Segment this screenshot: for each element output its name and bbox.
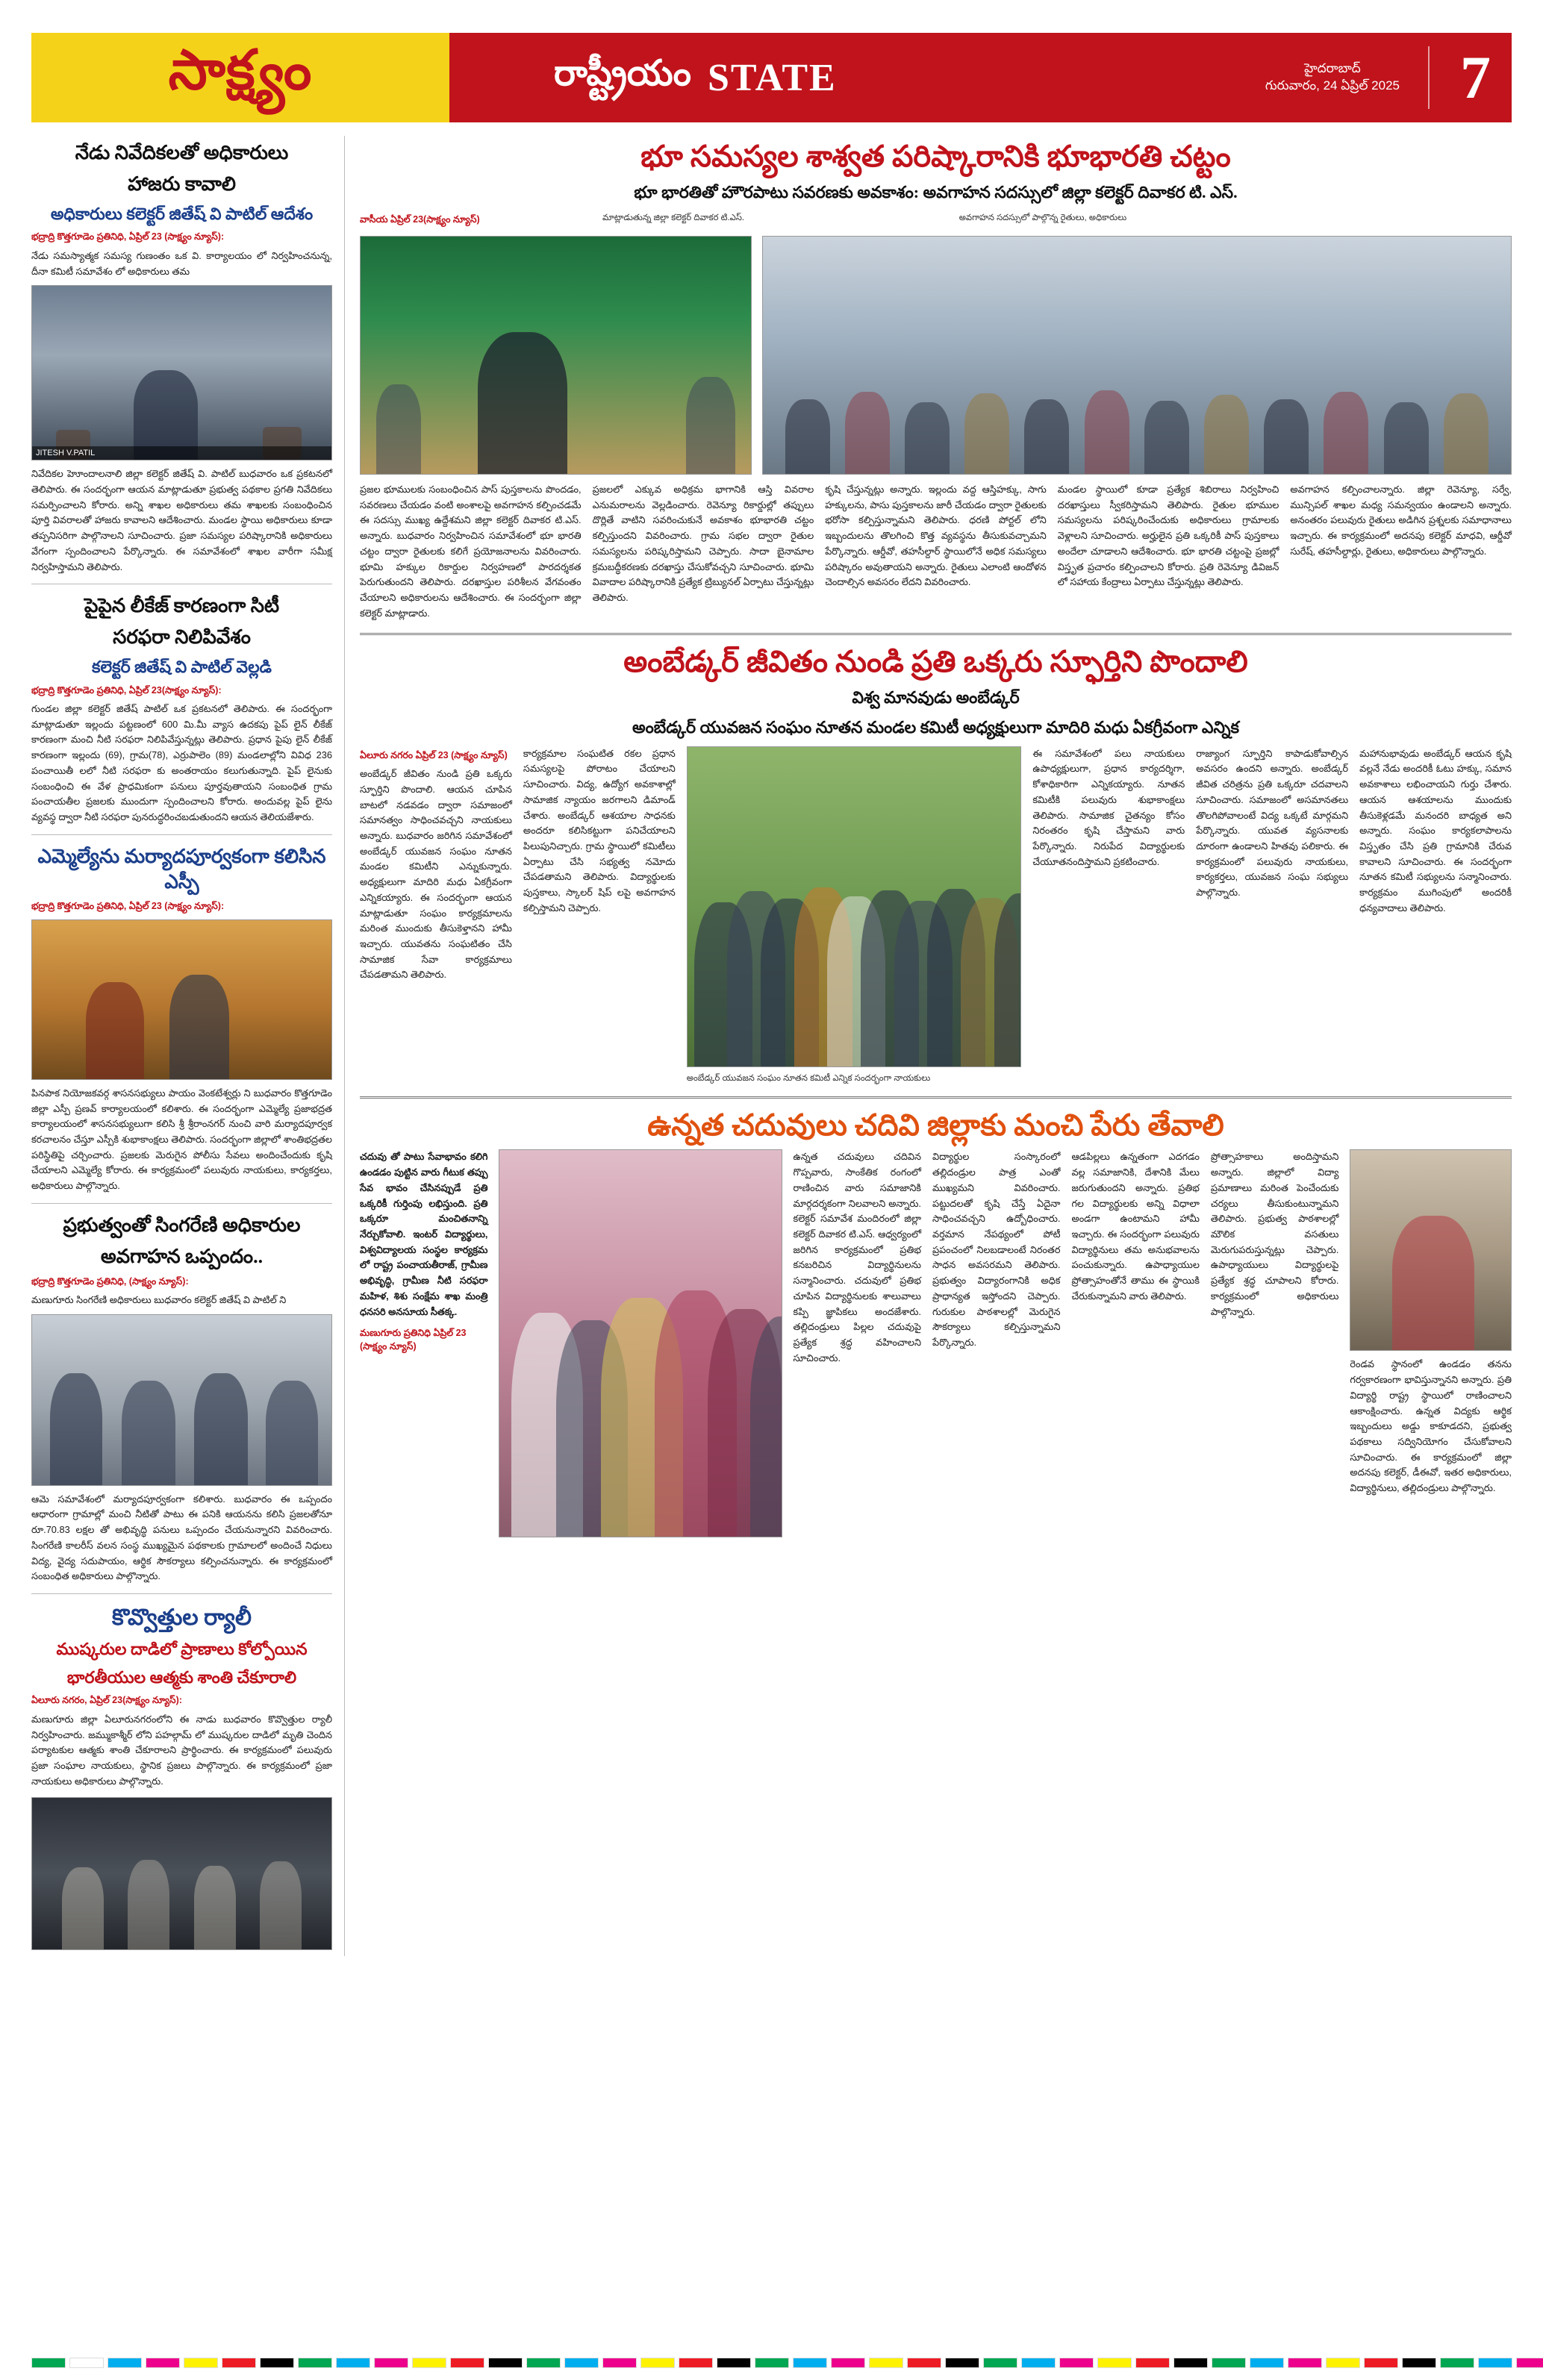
- color-swatch: [1364, 2358, 1398, 2368]
- color-swatch: [526, 2358, 561, 2368]
- article-photo: [31, 919, 332, 1080]
- color-swatch: [488, 2358, 523, 2368]
- article-body: నివేదికల హెూందాలనాలి జిల్లా కలెక్టర్ జితేష్ వి. పాటిల్ బుధవారం ఒక ప్రకటనలో తెలిపారు. ఈ సందర్భంగా ఆయన మాట్లాడుతూ ప్రభుత్వ పథకాల ప్రగతి నివేదికలు సమర్పించాలని కోరారు. అన్ని శాఖల అధికారులు తమ శాఖలకు సంబంధించిన పూర్తి వివరాలతో హాజరు కావాలని ఆదేశించారు. మండల స్థాయి అధికారులు కూడా తప్పనిసరిగా పాల్గొనాలని సూచించారు. ప్రజా సమస్యల పరిష్కారానికి అధికారులు వేగంగా స్పందించాలని పేర్కొన్నారు. ఈ సమావేశంలో శాఖల వారీగా సమీక్ష నిర్వహిస్తామని తెలిపారు.: [31, 468, 332, 572]
- color-swatch: [679, 2358, 713, 2368]
- article-column: కృషి చేస్తున్నట్లు అన్నారు. ఇల్లందు వద్ద ఆస్తిహక్కు, సాగు హక్కులను, పాసు పుస్తకాలను జారీ చేయడం ద్వారా రైతులకు భరోసా కల్పిస్తున్నామని తెలిపారు. ధరణి పోర్టల్ లోని ఇబ్బందులను తొలగించి కొత్త వ్యవస్థను తీసుకువచ్చామని పేర్కొన్నారు. ఆర్డీవో, తహసీల్దార్ స్థాయిలోనే అధిక సమస్యలు పరిష్కారం అవుతాయని అన్నారు. రైతులు ఎలాంటి ఆందోళన చెందాల్సిన అవసరం లేదని వివరించారు.: [825, 483, 1047, 588]
- byline: భద్రాద్రి కొత్తగూడెం ప్రతినిధి, (సాక్ష్యం న్యూస్):: [31, 1275, 189, 1287]
- color-swatch: [907, 2358, 941, 2368]
- color-swatch: [564, 2358, 599, 2368]
- article-photo-audience: [762, 236, 1512, 475]
- color-swatch: [831, 2358, 865, 2368]
- edition-city: హైదరాబాద్: [1304, 61, 1361, 76]
- byline: ఏలూరు నగరం, ఏప్రిల్ 23(సాక్ష్యం న్యూస్):: [31, 1695, 182, 1706]
- color-swatch: [1326, 2358, 1360, 2368]
- byline: ఏలూరు నగరం ఏప్రిల్ 23 (సాక్ష్యం న్యూస్): [360, 749, 508, 760]
- color-swatch: [374, 2358, 408, 2368]
- article-photo-committee: [687, 746, 1022, 1067]
- article-body: మణుగూరు జిల్లా ఏలూరునగరంలోని ఈ నాడు బుధవారం కొవ్వొత్తుల ర్యాలీ నిర్వహించారు. జమ్ముకాశ్మీర్ లోని పహల్గామ్ లో ముష్కరుల దాడిలో మృతి చెందిన పర్యాటకుల ఆత్మకు శాంతి చేకూరాలని ప్రార్థించారు. ఈ కార్యక్రమంలో పలువురు ప్రజా సంఘాల నాయకులు, స్థానిక ప్రజలు పాల్గొన్నారు. ఈ కార్యక్రమంలో ప్రజా నాయకులు అధికారులు పాల్గొన్నారు.: [31, 1713, 332, 1787]
- subheadline: అధికారులు కలెక్టర్ జితేష్ వి పాటిల్ ఆదేశం: [50, 204, 314, 223]
- article-photo-collector: [360, 236, 752, 475]
- article-column: ప్రజల భూములకు సంబంధించిన పాస్ పుస్తకాలను పొందడం, సవరణలు చేయడం వంటి అంశాలపై అవగాహన కల్పించడమే ఈ సదస్సు ముఖ్య ఉద్దేశమని జిల్లా కలెక్టర్ దివాకర టి.ఎస్. అన్నారు. బుధవారం నిర్వహించిన సమావేశంలో భూ భారతి చట్టం ద్వారా రైతులకు కలిగే ప్రయోజనాలను వివరించారు. భూమి హక్కుల రికార్డుల నిర్వహణలో పారదర్శకత పెరుగుతుందని తెలిపారు. దరఖాస్తుల పరిశీలన వేగవంతం చేయాలని అధికారులను ఆదేశించారు. ఈ సందర్భంగా జిల్లా కలెక్టర్ మాట్లాడారు.: [360, 483, 582, 619]
- left-column: [31, 136, 345, 1956]
- byline: భద్రాద్రి కొత్తగూడెం ప్రతినిధి, ఏప్రిల్ 23(సాక్ష్యం న్యూస్):: [31, 684, 222, 696]
- color-swatch: [1212, 2358, 1246, 2368]
- color-swatch: [869, 2358, 903, 2368]
- color-swatch: [31, 2358, 66, 2368]
- article-photo-speaker: [1350, 1149, 1512, 1351]
- article-pipeline-leak: [31, 593, 332, 825]
- color-swatch: [336, 2358, 370, 2368]
- section-name-english: STATE: [707, 56, 837, 99]
- headline-line2: హాజరు కావాలి: [128, 172, 236, 195]
- color-swatch: [755, 2358, 789, 2368]
- article-column: ఆడపిల్లలు ఉన్నతంగా ఎదగడం వల్ల సమాజానికి, దేశానికి మేలు జరుగుతుందని అన్నారు. ప్రతిభ గల విద్యార్థులకు అన్ని విధాలా అండగా ఉంటామని హామీ ఇచ్చారు. ఈ సందర్భంగా పలువురు విద్యార్థినులు తమ అనుభవాలను పంచుకున్నారు. ఉపాధ్యాయుల ప్రోత్సాహంతోనే తాము ఈ స్థాయికి చేరుకున్నామని వారు తెలిపారు.: [1071, 1151, 1200, 1302]
- headline-line2: సరఫరా నిలిపివేశం: [113, 626, 251, 649]
- headline: కొవ్వొత్తుల ర్యాలీ: [112, 1605, 252, 1631]
- color-swatch: [222, 2358, 256, 2368]
- article-body: గుండల జిల్లా కలెక్టర్ జితేష్ పాటిల్ ఒక ప్రకటనలో తెలిపారు. ఈ సందర్భంగా మాట్లాడుతూ ఇల్లందు పట్టణంలో 600 మి.మీ వ్యాస ఉదకపు పైప్ లైన్ లీకేజ్ కారణంగా మంచి నీటి సరఫరా నిలిపివేస్తున్నట్లు తెలిపారు. ప్రధాన పైపు లైన్ లీకేజ్ కారణంగా ఇల్లందు (69), గ్రామ(78), ఎర్రుపాలెం (89) మండలాల్లోని వివిధ 236 పంచాయితీ లలో నీటి సరఫరా కు అంతరాయం కలుగుతున్నాది. పైప్ లైనుకు సంబంధించి ఈ వేళ ప్రాధమికంగా పనులు పూర్తవుతాయని సంబంధిత గ్రామ పంచాయతీల ప్రజలకు ముందుగా స్పందించాలని కోరారు. అందువల్ల పైప్ లైను వ్యవస్థ ద్వారా నీటి సరఫరా పునరుద్ధరించబడుతుందని ఆయన తెలియజేశారు.: [31, 703, 332, 823]
- lead-paragraph: నేడు సమస్యాత్మక సమస్య గుణంతం ఒక వి. కార్యాలయం లో నిర్వహించనున్న, దీనా కమిటీ సమావేశం లో అధికారులు తమ: [31, 249, 332, 277]
- article-text-columns: [360, 482, 1512, 621]
- edition-meta: [1265, 60, 1400, 95]
- masthead-divider: [1428, 46, 1430, 109]
- byline: భద్రాద్రి కొత్తగూడెం ప్రతినిధి, ఏప్రిల్ 23 (సాక్ష్యం న్యూస్):: [31, 901, 225, 912]
- divider: [31, 1203, 332, 1204]
- color-swatch: [412, 2358, 446, 2368]
- section-subheadline-1: విశ్వ మానవుడు అంబేడ్కర్: [852, 688, 1020, 708]
- article-column: ఉన్నత చదువులు చదివిన గొప్పవారు, సాంకేతిక రంగంలో రాణించిన వారు సమాజానికి మార్గదర్శకంగా నిలవాలని అన్నారు. కలెక్టర్ సమావేశ మందిరంలో జిల్లా కలెక్టర్ దివాకర టి.ఎస్. ఆధ్వర్యంలో జరిగిన కార్యక్రమంలో ప్రతిభ కనబరిచిన విద్యార్థినులను సన్మానించారు. చదువులో ప్రతిభ చూపిన విద్యార్థినులకు శాలువాలు కప్పి జ్ఞాపికలు అందజేశారు. తల్లిదండ్రులు పిల్లల చదువుపై ప్రత్యేక శ్రద్ధ వహించాలని సూచించారు.: [793, 1151, 921, 1364]
- subheadline-line1: ముష్కరుల దాడిలో ప్రాణాలు కోల్పోయిన: [56, 1640, 308, 1659]
- headline-line2: అవగాహన ఒప్పందం..: [100, 1245, 264, 1267]
- color-swatch: [1135, 2358, 1170, 2368]
- article-photo-felicitation: [499, 1149, 782, 1537]
- article-column: ఈ సమావేశంలో పలు నాయకులు ఉపాధ్యక్షులుగా, ప్రధాన కార్యదర్శిగా, కోశాధికారిగా ఎన్నికయ్యారు. నూతన కమిటీకి పలువురు శుభాకాంక్షలు తెలిపారు. సామాజిక చైతన్యం కోసం నిరంతరం కృషి చేస్తామని వారు పేర్కొన్నారు. నిరుపేద విద్యార్థులకు చేయూతనందిస్తామని ప్రకటించారు.: [1032, 747, 1185, 867]
- masthead-section-panel: [449, 33, 1512, 122]
- color-swatch: [146, 2358, 180, 2368]
- print-color-bar: [31, 2358, 1543, 2368]
- headline: ప్రభుత్వంతో సింగరేణి అధికారుల: [63, 1214, 301, 1236]
- section-headline: భూ సమస్యల శాశ్వత పరిష్కారానికి భూభారతి చట్టం: [640, 140, 1231, 173]
- color-swatch: [1478, 2358, 1512, 2368]
- publication-title: సాక్ష్యం: [168, 40, 313, 101]
- standfirst: చదువు తో పాటు సేవాభావం కలిగి ఉండడం పుట్టిన వారు గీటుక తప్పు సేవ భావం చేసినప్పుడే ప్రతి ఒక్కరికీ గుర్తింపు లభిస్తుంది. ప్రతి ఒక్కరూ మంచితనాన్ని నేర్చుకోవాలి. ఇంటర్ విద్యార్థులు, విశ్వవిద్యాలయ సంస్థల కార్యక్రమ లో రాష్ట్ర పంచాయతీరాజ్, గ్రామీణ అభివృద్ధి, గ్రామీణ నీటి సరఫరా మహిళ, శిశు సంక్షేమ శాఖ మంత్రి ధనసరి అనసూయ సీతక్క.: [360, 1151, 488, 1317]
- color-swatch: [1402, 2358, 1436, 2368]
- color-swatch: [717, 2358, 751, 2368]
- article-column: మహానుభావుడు అంబేడ్కర్ ఆయన కృషి వల్లనే నేడు అందరికీ ఓటు హక్కు, సమాన అవకాశాలు లభించాయని గుర్తు చేశారు. ఆయన ఆశయాలను ముందుకు తీసుకెళ్లడమే మనందరి బాధ్యత అని అన్నారు. సంఘం కార్యకలాపాలను విస్తృతం చేసి ప్రతి గ్రామానికి చేరువ కావాలని సూచించారు. ఈ సందర్భంగా నూతన కమిటీ సభ్యులను సన్మానించారు. కార్యక్రమం ముగింపులో అందరికీ ధన్యవాదాలు తెలిపారు.: [1359, 747, 1512, 913]
- edition-date: గురువారం, 24 ఏప్రిల్ 2025: [1265, 78, 1400, 93]
- lead-paragraph: మణుగూరు సింగరేణి అధికారులు బుధవారం కలెక్టర్ జితేష్ వి పాటిల్ ని: [31, 1294, 287, 1305]
- article-column: అవగాహన కల్పించాలన్నారు. జిల్లా రెవెన్యూ, సర్వే, మున్సిపల్ శాఖల మధ్య సమన్వయం ఉండాలని అన్నారు. అనంతరం పలువురు రైతులు అడిగిన ప్రశ్నలకు సమాధానాలు ఇచ్చారు. ఈ కార్యక్రమంలో అదనపు కలెక్టర్ మాధవి, ఆర్డీవో సురేష్, తహసీల్దార్లు, రైతులు, అధికారులు పాల్గొన్నారు.: [1290, 483, 1512, 557]
- article-column: విద్యార్థుల సంస్కారంలో తల్లిదండ్రుల పాత్ర ఎంతో ముఖ్యమని వివరించారు. పట్టుదలతో కృషి చేస్తే ఏదైనా సాధించవచ్చని ఉద్బోధించారు. వర్తమాన నేపథ్యంలో పోటీ ప్రపంచంలో నిలబడాలంటే నిరంతర సాధన అవసరమని తెలిపారు. ప్రభుత్వం విద్యారంగానికి అధిక ప్రాధాన్యత ఇస్తోందని చెప్పారు. గురుకుల పాఠశాలల్లో మెరుగైన సౌకర్యాలు కల్పిస్తున్నామని పేర్కొన్నారు.: [932, 1151, 1061, 1348]
- section-name-telugu: రాష్ట్రీయం: [554, 53, 691, 93]
- color-swatch: [184, 2358, 218, 2368]
- color-swatch: [1250, 2358, 1284, 2368]
- article-column: ప్రోత్సాహకాలు అందిస్తామని అన్నారు. జిల్లాలో విద్యా ప్రమాణాలు మరింత పెంచేందుకు చర్యలు తీసుకుంటున్నామని తెలిపారు. ప్రభుత్వ పాఠశాలల్లో మౌలిక వసతులు మెరుగుపరుస్తున్నట్లు చెప్పారు. ఉపాధ్యాయులు విద్యార్థులపై ప్రత్యేక శ్రద్ధ చూపాలని కోరారు. కార్యక్రమంలో అధికారులు పాల్గొన్నారు.: [1210, 1151, 1339, 1317]
- color-swatch: [793, 2358, 827, 2368]
- article-photo: [31, 285, 332, 460]
- color-swatch: [69, 2358, 104, 2368]
- section-subheadline-2: అంబేడ్కర్ యువజన సంఘం నూతన మండల కమిటీ అధ్యక్షులుగా మాదిరి మధు ఏకగ్రీవంగా ఎన్నిక: [632, 717, 1239, 737]
- article-column: కార్యక్రమాల సంఘటిత రకల ప్రధాన సమస్యలపై పోరాటం చేయాలని సూచించారు. విద్య, ఉద్యోగ అవకాశాల్లో సామాజిక న్యాయం జరగాలని డిమాండ్ చేశారు. అంబేడ్కర్ ఆశయాల సాధనకు అందరూ కలిసికట్టుగా పనిచేయాలని పిలుపునిచ్చారు. గ్రామ స్థాయిలో కమిటీలు ఏర్పాటు చేసి సభ్యత్వ నమోదు చేపడతామని తెలిపారు. విద్యార్థులకు పుస్తకాలు, స్కాలర్ షిప్ లపై అవగాహన కల్పిస్తామని చెప్పారు.: [523, 747, 676, 913]
- article-photo: [31, 1314, 332, 1486]
- masthead: [31, 33, 1512, 122]
- color-swatch: [983, 2358, 1017, 2368]
- article-officials-report: [31, 140, 332, 575]
- byline: మణుగూరు ప్రతినిధి ఏప్రిల్ 23 (సాక్ష్యం న్యూస్): [360, 1328, 467, 1352]
- color-swatch: [1059, 2358, 1094, 2368]
- headline: ఎమ్మెల్యేను మర్యాదపూర్వకంగా కలిసిన ఎస్పీ: [37, 845, 326, 893]
- color-swatch: [1097, 2358, 1132, 2368]
- article-column: రెండవ స్థానంలో ఉండడం తనను గర్వకారణంగా భావిస్తున్నానని అన్నారు. ప్రతి విద్యార్థి రాష్ట్ర స్థాయిలో రాణించాలని ఆకాంక్షించారు. ఉన్నత విద్యకు ఆర్థిక ఇబ్బందులు అడ్డు కాకూడదని, ప్రభుత్వ పథకాలు సద్వినియోగం చేసుకోవాలని సూచించారు. ఈ కార్యక్రమంలో జిల్లా అదనపు కలెక్టర్, డీఈవో, ఇతర అధికారులు, విద్యార్థినులు, తల్లిదండ్రులు పాల్గొన్నారు.: [1350, 1358, 1512, 1494]
- article-candle-rally: [31, 1603, 332, 1949]
- color-swatch: [1021, 2358, 1056, 2368]
- section-headline: ఉన్నత చదువులు చదివి జిల్లాకు మంచి పేరు తేవాలి: [647, 1108, 1224, 1142]
- article-photo: [31, 1797, 332, 1950]
- color-swatch: [107, 2358, 142, 2368]
- color-swatch: [450, 2358, 484, 2368]
- article-body: ఆమె సమావేశంలో మర్యాదపూర్వకంగా కలిశారు. బుధవారం ఈ ఒప్పందం ఆధారంగా గ్రామాల్లో మంచి నీటితో పాటు ఈ పనికి ఆయనను కలిసి ప్రజలతోనూ రూ.70.83 లక్షల తో అభివృద్ధి పనులు ఒప్పందం చేయనున్నారని వివరించారు. సింగరేణి కాలరీస్ వలన సంస్థ ముఖ్యమైన పథకాలకు గ్రామాలలో అందించే నిధులు విద్య, వైద్య సదుపాయం, ఆర్థిక సౌకర్యాలు కల్పించనున్నారు. ఈ కార్యక్రమంలో సంబంధిత అధికారులు పాల్గొన్నారు.: [31, 1493, 332, 1582]
- color-swatch: [602, 2358, 637, 2368]
- article-column: రాజ్యాంగ స్ఫూర్తిని కాపాడుకోవాల్సిన అవసరం ఉందని అన్నారు. అంబేడ్కర్ జీవిత చరిత్రను ప్రతి ఒక్కరూ చదవాలని సూచించారు. సమాజంలో అసమానతలు తొలగిపోవాలంటే విద్య ఒక్కటే మార్గమని పేర్కొన్నారు. యువత వ్యసనాలకు దూరంగా ఉండాలని హితవు పలికారు. ఈ కార్యక్రమంలో పలువురు నాయకులు, కార్యకర్తలు, యువజన సంఘ సభ్యులు పాల్గొన్నారు.: [1196, 747, 1349, 899]
- article-column: అంబేడ్కర్ జీవితం నుండి ప్రతి ఒక్కరు స్ఫూర్తిని పొందాలి. ఆయన చూపిన బాటలో నడవడం ద్వారా సమాజంలో సమానత్వం సాధించవచ్చని నాయకులు అన్నారు. బుధవారం జరిగిన సమావేశంలో అంబేడ్కర్ యువజన సంఘం నూతన మండల కమిటీని ఎన్నుకున్నారు. అధ్యక్షులుగా మాదిరి మధు ఏకగ్రీవంగా ఎన్నికయ్యారు. ఈ సందర్భంగా ఆయన మాట్లాడుతూ సంఘం కార్యక్రమాలను మరింత ముందుకు తీసుకెళ్తానని హామీ ఇచ్చారు. యువతను సంఘటితం చేసి సామాజిక సేవా కార్యక్రమాలు చేపడతామని తెలిపారు.: [360, 768, 512, 981]
- divider: [31, 1593, 332, 1594]
- color-swatch: [1173, 2358, 1208, 2368]
- headline: నేడు నివేదికలతో అధికారులు: [75, 142, 289, 163]
- article-higher-education: [360, 1108, 1512, 1544]
- masthead-logo-panel: [31, 33, 449, 122]
- article-mla-sp-meeting: [31, 844, 332, 1194]
- subheadline: కలెక్టర్ జితేష్ వి పాటిల్ వెల్లడి: [92, 657, 272, 676]
- page-number: 7: [1460, 43, 1491, 111]
- article-singareni-mou: [31, 1213, 332, 1584]
- byline: భద్రాద్రి కొత్తగూడెం ప్రతినిధి, ఏప్రిల్ 23 (సాక్ష్యం న్యూస్):: [31, 231, 225, 243]
- section-subheadline: భూ భారతితో హౌరపాటు సవరణకు అవకాశం: అవగాహన సదస్సులో జిల్లా కలెక్టర్ దివాకర టి. ఎస్.: [634, 182, 1238, 202]
- color-swatch: [945, 2358, 979, 2368]
- article-bhu-bharati: [360, 139, 1512, 621]
- color-swatch: [1516, 2358, 1543, 2368]
- divider: [31, 834, 332, 835]
- section-headline: అంబేడ్కర్ జీవితం నుండి ప్రతి ఒక్కరు స్ఫూర్తిని పొందాలి: [623, 645, 1248, 679]
- article-column: మండల స్థాయిలో కూడా ప్రత్యేక శిబిరాలు నిర్వహించి దరఖాస్తులు స్వీకరిస్తామని తెలిపారు. రైతుల భూముల సమస్యలను పరిష్కరించేందుకు అధికారులు గ్రామాలకు వెళ్లాలని సూచించారు. అర్హులైన ప్రతి ఒక్కరికీ పాస్ పుస్తకాలు అందేలా చూడాలని ఆదేశించారు. భూ భారతి చట్టంపై ప్రజల్లో విస్తృత ప్రచారం కల్పించాలని కోరారు. ప్రతి రెవెన్యూ డివిజన్ లో సహాయ కేంద్రాలు ఏర్పాటు చేస్తున్నట్లు తెలిపారు.: [1057, 483, 1279, 588]
- color-swatch: [260, 2358, 294, 2368]
- color-swatch: [298, 2358, 332, 2368]
- section-divider: [360, 633, 1512, 635]
- article-body: పినపాక నియోజకవర్గ శాసనసభ్యులు పాయం వెంకటేశ్వర్లు ని బుధవారం కొత్తగూడెం జిల్లా ఎస్పీ ప్రణవ్ కార్యాలయంలో కలిశారు. ఈ సందర్భంగా ఎమ్మెల్యే ప్రజాభద్రత కార్యాలయంలో శాసనసభ్యులుగా కలిసి శ్రీ శ్రీరాంనగర్ నుంచి వారి మర్యాదపూర్వక కరచాలనం చేస్తూ ఎస్పీకి శుభాకాంక్షలు తెలిపారు. సందర్భంగా జిల్లాలో శాంతిభద్రతల పరిస్థితిపై చర్చించారు. ప్రజలకు మెరుగైన పోలీసు సేవలు అందించేందుకు కృషి చేయాలని ఎమ్మెల్యే కోరారు. ఈ కార్యక్రమంలో పలువురు నాయకులు, కార్యకర్తలు, అధికారులు పాల్గొన్నారు.: [31, 1087, 332, 1192]
- color-swatch: [1440, 2358, 1474, 2368]
- photo-caption: అంబేడ్కర్ యువజన సంఘం నూతన కమిటీ ఎన్నిక సందర్భంగా నాయకులు: [686, 1073, 931, 1083]
- article-column: ప్రజలలో ఎక్కువ అధిక్రమ భాగానికి ఆస్తి వివరాల ఎనుమరాలను వెల్లడించారు. రెవెన్యూ రికార్డుల్లో తప్పులు దొర్లితే వాటిని సవరించుకునే అవకాశం భూభారతి చట్టం కల్పిస్తుందని వివరించారు. గ్రామ సభల ద్వారా రైతుల సమస్యలను పరిష్కరిస్తామని చెప్పారు. సాదా బైనామాల క్రమబద్ధీకరణకు దరఖాస్తు చేసుకోవచ్చని సూచించారు. భూమి వివాదాల పరిష్కారానికి ప్రత్యేక ట్రిబ్యునల్ ఏర్పాటు చేస్తున్నట్లు తెలిపారు.: [592, 483, 814, 604]
- color-swatch: [640, 2358, 675, 2368]
- photo-caption: JITESH V.PATIL: [32, 446, 331, 460]
- photo-row: [360, 236, 1512, 475]
- section-divider: [360, 1096, 1512, 1099]
- color-swatch: [1288, 2358, 1322, 2368]
- main-column: [345, 136, 1512, 1956]
- photo-caption-2: అవగాహన సదస్సులో పాల్గొన్న రైతులు, అధికారులు: [958, 213, 1127, 223]
- byline: వాసీయ ఏప్రిల్ 23(సాక్ష్యం న్యూస్): [360, 214, 480, 225]
- page-content: [31, 136, 1512, 1956]
- headline: పైపైన లీకేజ్ కారణంగా సిటీ: [84, 595, 280, 617]
- article-ambedkar: [360, 644, 1512, 1084]
- subheadline-line2: భారతీయుల ఆత్మకు శాంతి చేకూరాలి: [66, 1667, 297, 1687]
- photo-caption-1: మాట్లాడుతున్న జిల్లా కలెక్టర్ దివాకర టి.ఎస్.: [602, 213, 745, 223]
